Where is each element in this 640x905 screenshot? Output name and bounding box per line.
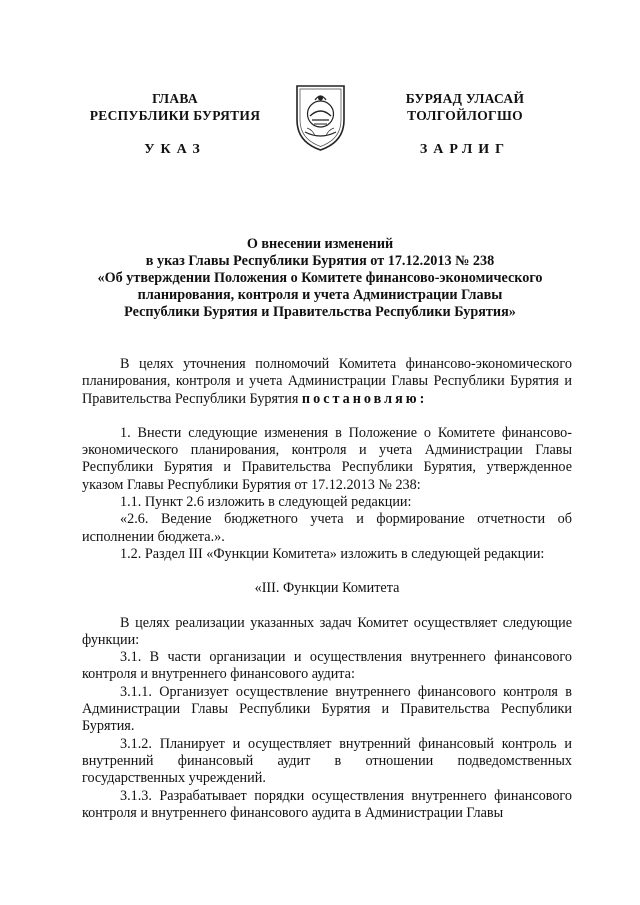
header-left-line1: ГЛАВА <box>152 91 198 106</box>
section-title: «III. Функции Комитета <box>254 580 400 597</box>
section-intro: В целях реализации указанных задач Комитет осуществляет следующие функции: <box>82 614 572 648</box>
header-right-line2: ТОЛГОЙЛОГШО <box>407 108 523 123</box>
preamble-text: В целях уточнения полномочий Комитета финансово-экономического планирования, контроля и учета Администрации Главы Республики Бурятия и Правительства Республики Бурятия <box>82 356 572 407</box>
preamble-paragraph <box>82 356 572 408</box>
document-title <box>70 236 570 321</box>
paragraph-3-1-3: 3.1.3. Разрабатывает порядки осуществления внутреннего финансового контроля и внутреннего финансового аудита в Администрации Главы <box>82 787 572 821</box>
paragraph-3-1-2: 3.1.2. Планирует и осуществляет внутренний финансовый контроль и внутренний финансовый аудит в отношении подведомственных государственных учреждений. <box>82 735 572 787</box>
paragraph-3-1-1: 3.1.1. Организует осуществление внутреннего финансового контроля в Администрации Главы Республики Бурятия и Правительства Республики Бурятия. <box>82 683 572 735</box>
decree-word: постановляю: <box>301 390 428 407</box>
paragraph-3-1: 3.1. В части организации и осуществления внутреннего финансового контроля и внутреннего финансового аудита: <box>82 649 572 683</box>
header-left-line2: РЕСПУБЛИКИ БУРЯТИЯ <box>89 108 261 123</box>
header-right-line1: БУРЯАД УЛАСАЙ <box>405 91 525 106</box>
paragraph-1: 1. Внести следующие изменения в Положение о Комитете финансово-экономического планирования, контроля и учета Администрации Главы Республики Бурятия и Правительства Республики Бурятия, утвержденное указом Главы Республики Бурятия от 17.12.2013 № 238: <box>82 424 572 493</box>
paragraph-1-1-text: «2.6. Ведение бюджетного учета и формирование отчетности об исполнении бюджета.». <box>82 511 572 545</box>
title-line: Республики Бурятия и Правительства Республики Бурятия» <box>124 304 516 320</box>
title-line: планирования, контроля и учета Администрации Главы <box>137 287 503 303</box>
title-line: «Об утверждении Положения о Комитете финансово-экономического <box>97 270 543 286</box>
decree-label-bur: ЗАРЛИГ <box>419 142 511 157</box>
paragraph-1-1: 1.1. Пункт 2.6 изложить в следующей редакции: <box>120 494 412 511</box>
coat-of-arms-icon <box>293 80 348 152</box>
title-line: О внесении изменений <box>246 236 394 252</box>
decree-label-ru: УКАЗ <box>144 142 206 157</box>
document-body <box>82 356 572 822</box>
title-line: в указ Главы Республики Бурятия от 17.12.2013 № 238 <box>145 253 495 269</box>
paragraph-1-2: 1.2. Раздел III «Функции Комитета» изложить в следующей редакции: <box>120 545 545 562</box>
